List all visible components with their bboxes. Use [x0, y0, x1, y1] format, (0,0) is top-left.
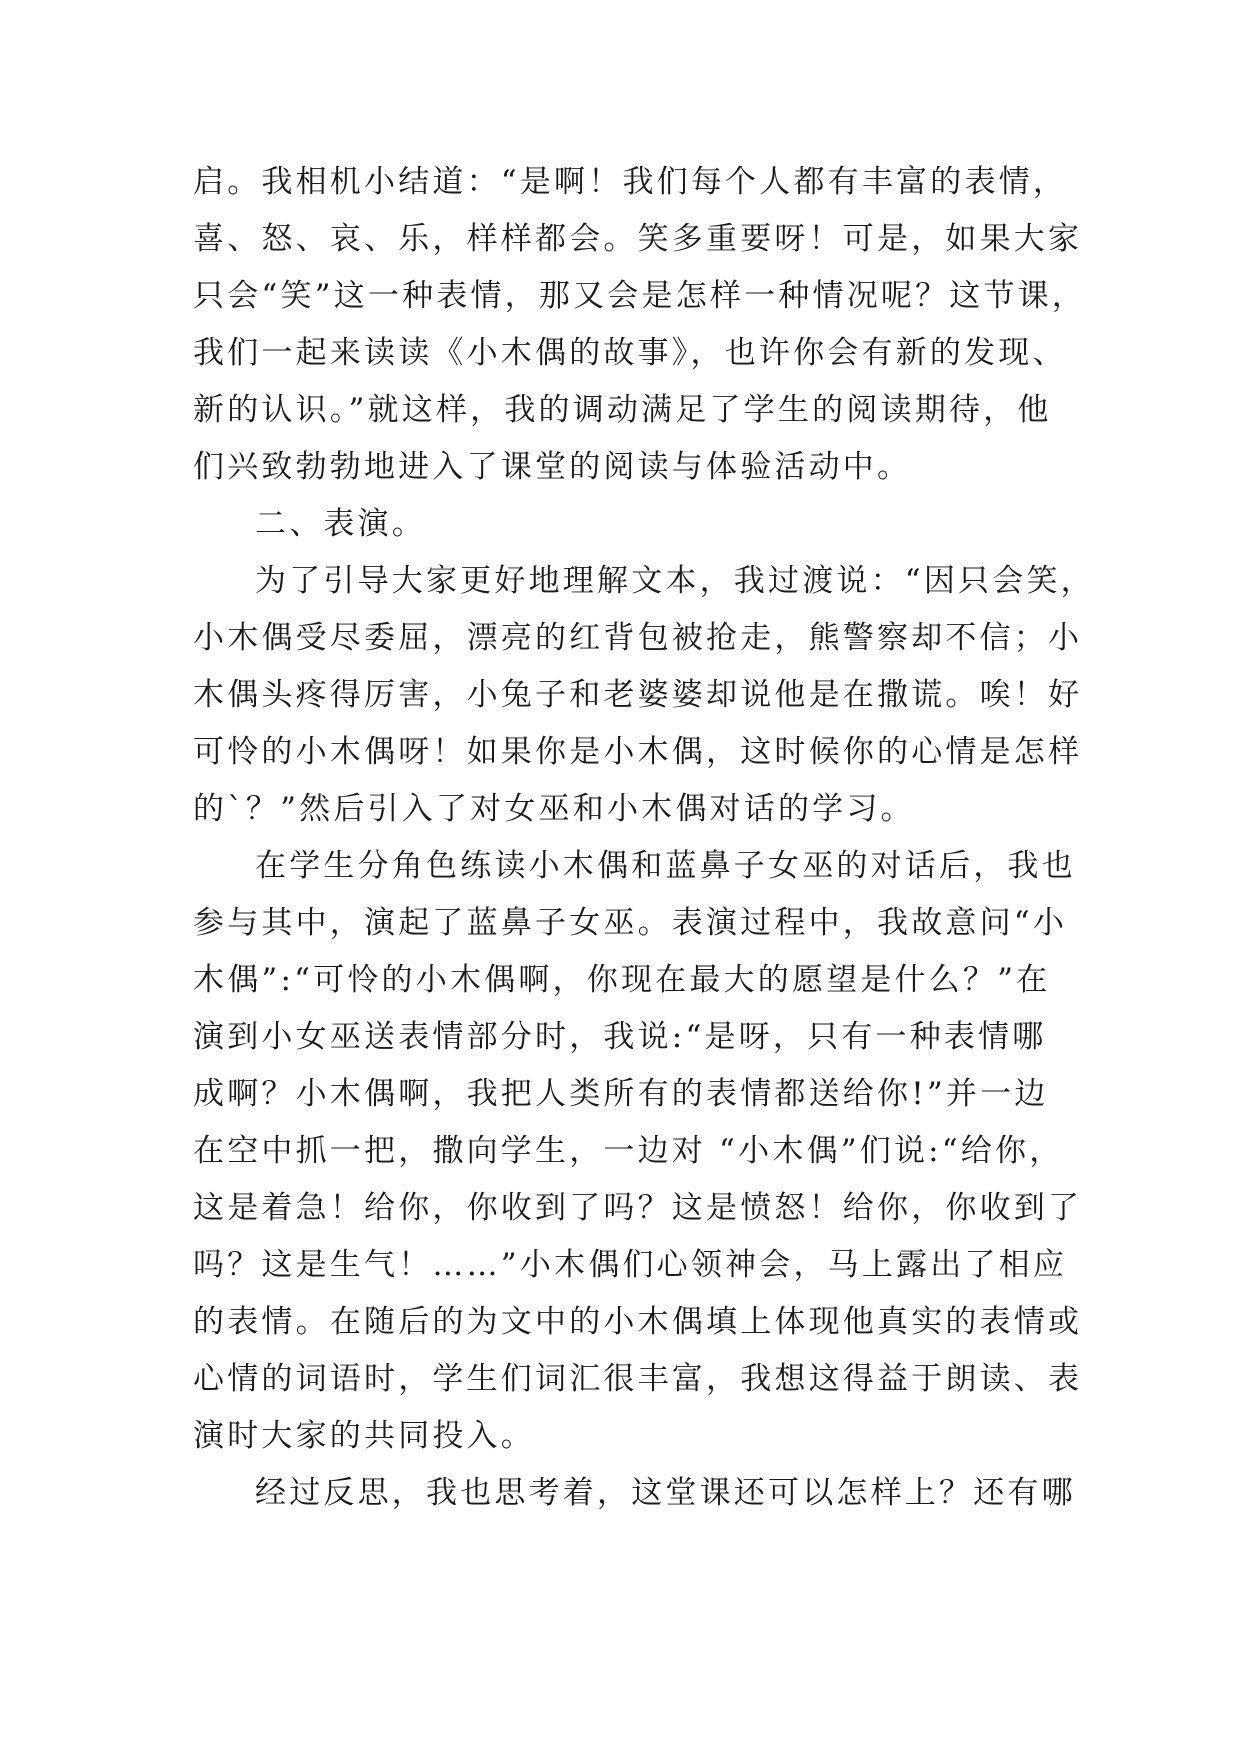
text-line: 演时大家的共同投入。 [193, 1418, 535, 1454]
text-line: 为了引导大家更好地理解文本，我过渡说：“因只会笑， [255, 563, 1095, 599]
text-line: 这是着急！给你，你收到了吗？这是愤怒！给你，你收到了 [193, 1190, 1083, 1226]
text-line: 在学生分角色练读小木偶和蓝鼻子女巫的对话后，我也 [255, 848, 1076, 884]
text-line: 木偶”:“可怜的小木偶啊，你现在最大的愿望是什么？”在 [193, 962, 1051, 998]
document-body [193, 154, 1095, 1522]
text-line: 只会“笑”这一种表情，那又会是怎样一种情况呢？这节课， [193, 278, 1087, 314]
section-heading: 二、表演。 [255, 506, 426, 542]
text-line: 小木偶受尽委屈，漂亮的红背包被抢走，熊警察却不信；小 [193, 620, 1083, 656]
text-line: 心情的词语时，学生们词汇很丰富，我想这得益于朗读、表 [193, 1361, 1083, 1397]
text-line: 吗？这是生气！……”小木偶们心领神会，马上露出了相应 [193, 1247, 1068, 1283]
text-line: 喜、怒、哀、乐，样样都会。笑多重要呀！可是，如果大家 [193, 221, 1083, 257]
text-line: 木偶头疼得厉害，小兔子和老婆婆却说他是在撒谎。唉！好 [193, 677, 1083, 713]
text-line: 在空中抓一把，撒向学生，一边对 “小木偶”们说:“给你， [193, 1133, 1064, 1169]
text-line: 参与其中，演起了蓝鼻子女巫。表演过程中，我故意问“小 [193, 905, 1068, 941]
text-line: 可怜的小木偶呀！如果你是小木偶，这时候你的心情是怎样 [193, 734, 1083, 770]
text-line: 成啊？小木偶啊，我把人类所有的表情都送给你!”并一边 [193, 1076, 1049, 1112]
text-line: 启。我相机小结道：“是啊！我们每个人都有丰富的表情， [193, 164, 1068, 200]
text-line: 新的认识。”就这样，我的调动满足了学生的阅读期待，他 [193, 392, 1052, 428]
text-line: 们兴致勃勃地进入了课堂的阅读与体验活动中。 [193, 449, 912, 485]
text-line: 的`？”然后引入了对女巫和小木偶对话的学习。 [193, 791, 915, 827]
text-line: 的表情。在随后的为文中的小木偶填上体现他真实的表情或 [193, 1304, 1083, 1340]
text-line: 我们一起来读读《小木偶的故事》，也许你会有新的发现、 [193, 335, 1067, 371]
text-line: 经过反思，我也思考着，这堂课还可以怎样上？还有哪 [255, 1475, 1076, 1511]
text-line: 演到小女巫送表情部分时，我说:“是呀，只有一种表情哪 [193, 1019, 1047, 1055]
